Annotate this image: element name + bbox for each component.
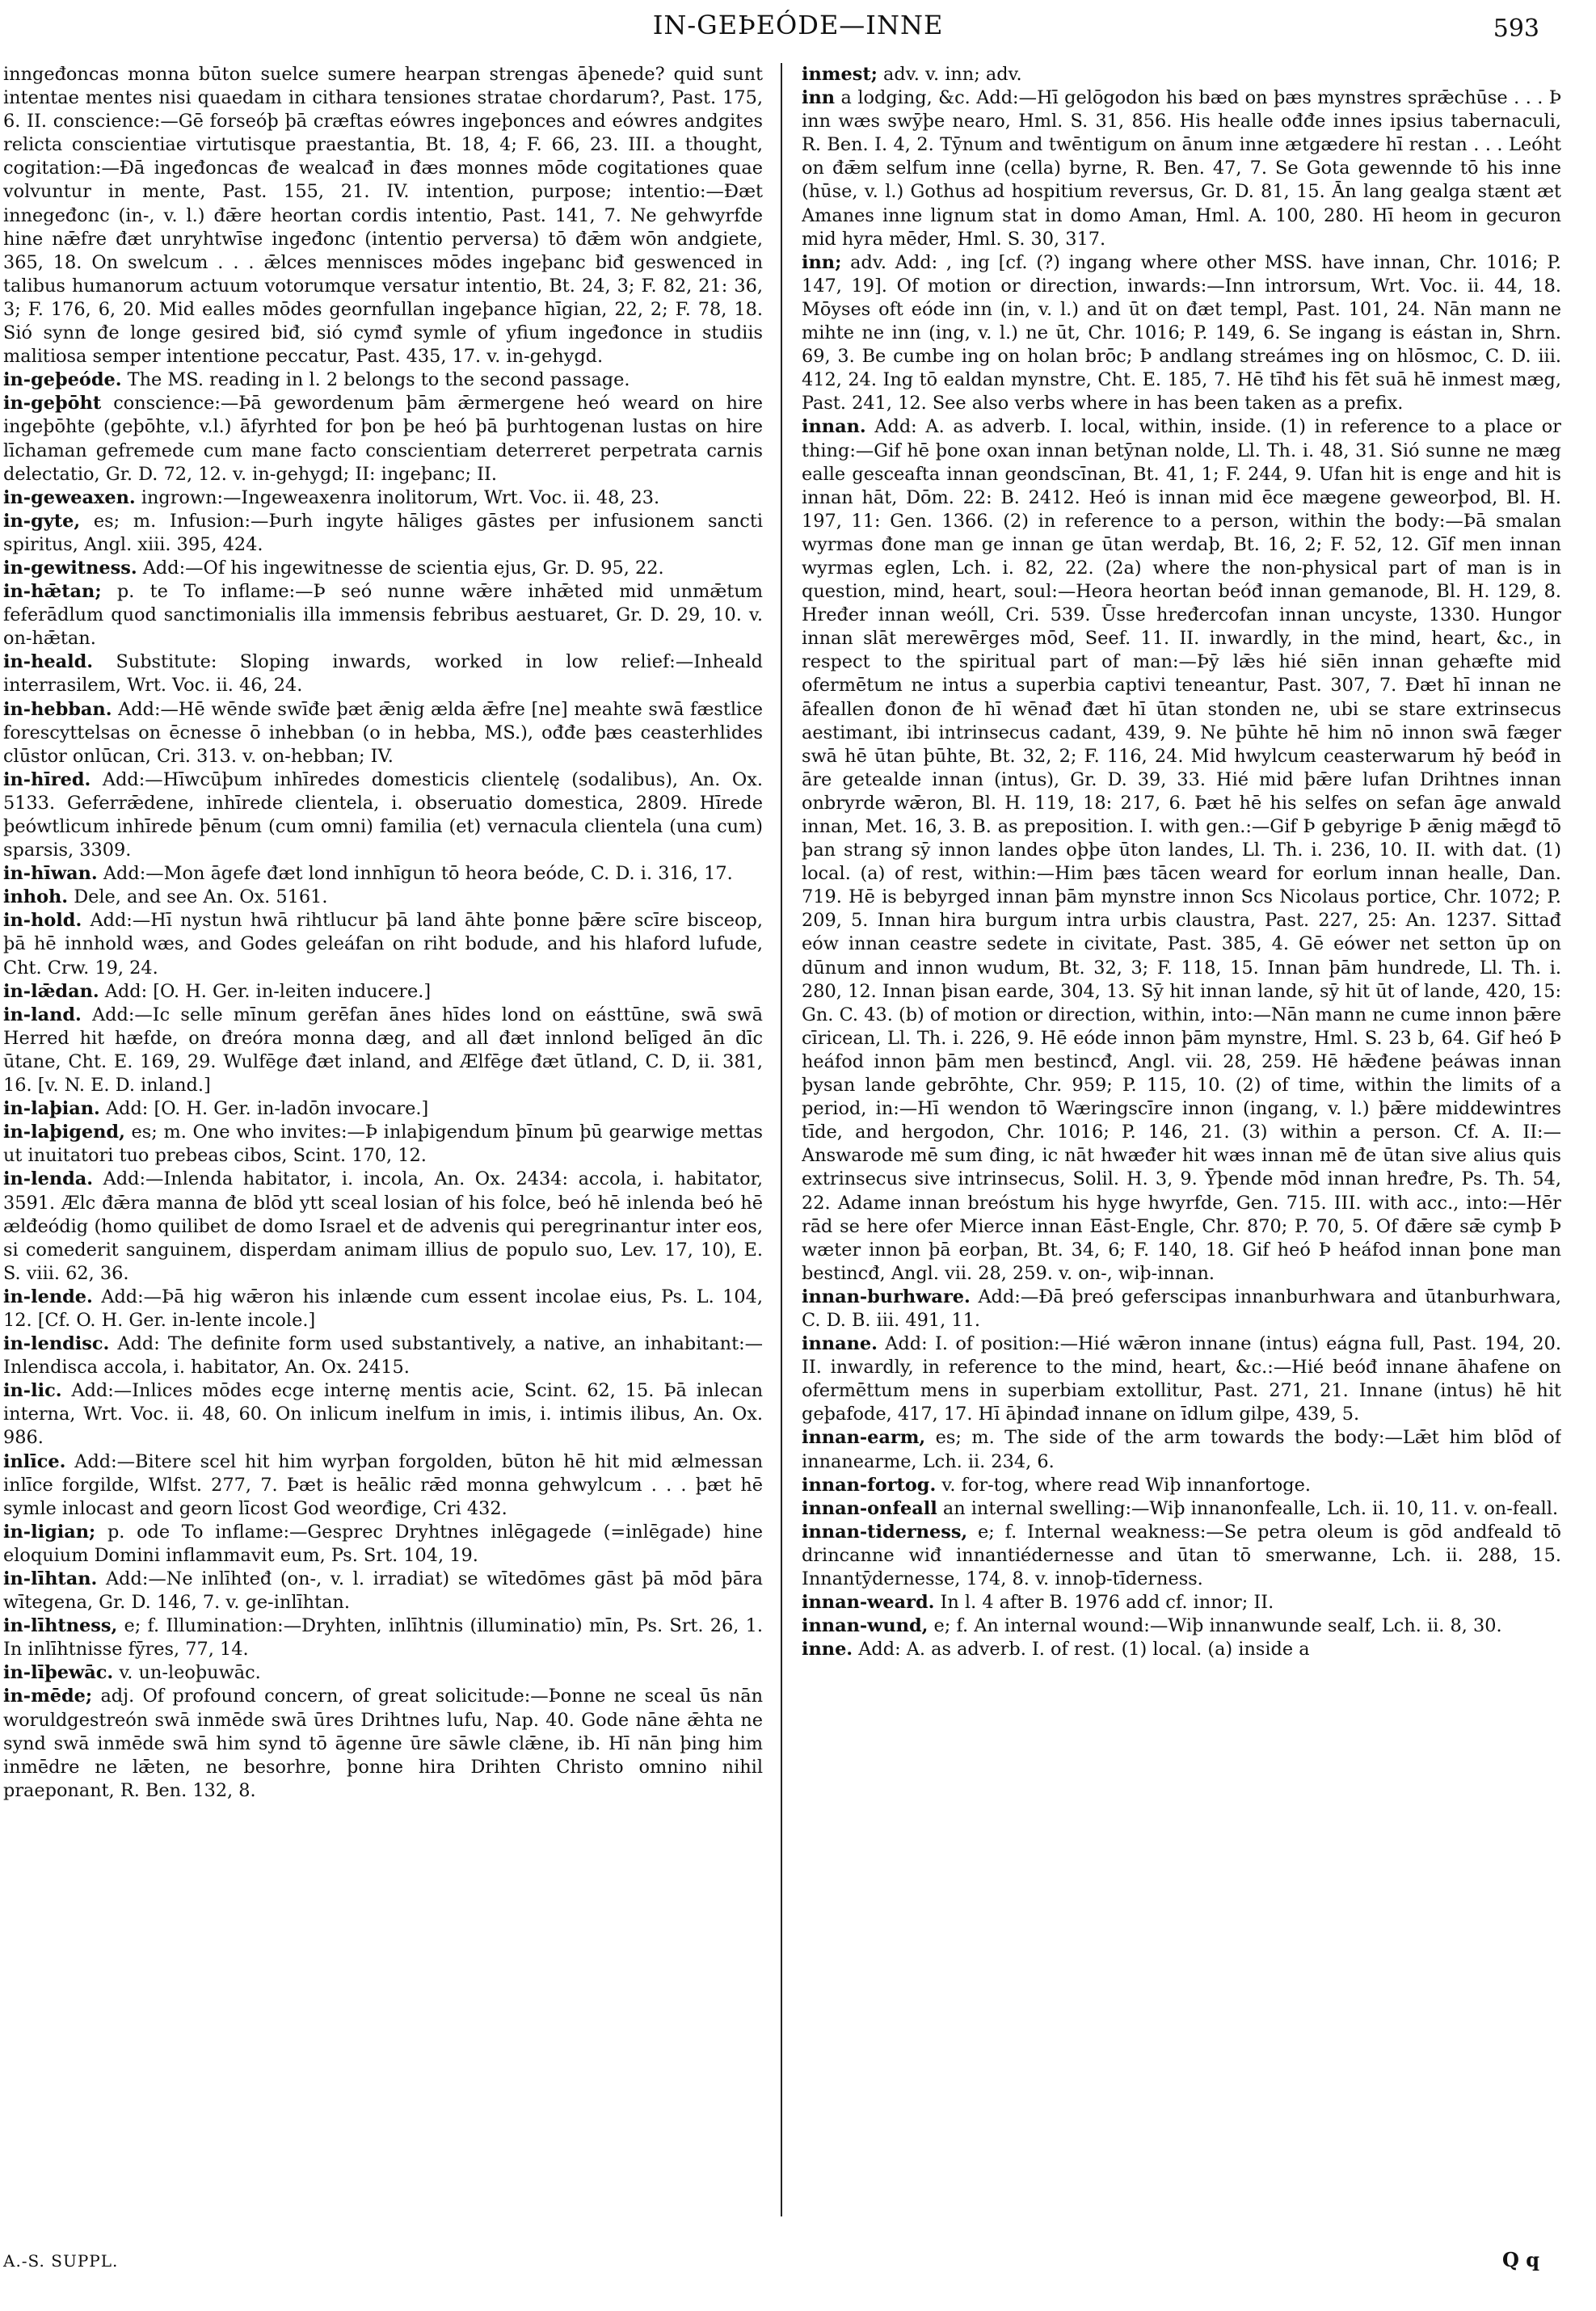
dictionary-entry: [3, 557, 763, 580]
entry-text: es; m. The side of the arm towards the body:—Lǣt him blōd of innanearme, Lch. ii. 234, 6.: [802, 1427, 1561, 1472]
dictionary-entry: [802, 63, 1561, 86]
dictionary-entry: [3, 650, 763, 697]
dictionary-entry: [3, 1097, 763, 1121]
dictionary-entry: [802, 1497, 1561, 1521]
entry-headword: inn;: [802, 251, 842, 273]
entry-headword: innan-weard.: [802, 1592, 935, 1614]
entry-headword: in-geweaxen.: [3, 486, 136, 508]
entry-text: Add:—Hīwcūþum inhīredes domesticis clientelę (sodalibus), An. Ox. 5133. Geferrǣdene, inhīrede clientela, i. obseruatio domestica, 2809. Hīrede þeówtlicum inhīrede þēnum (cum omni) familia (et) vernacula clientela (una cum) sparsis, 3309.: [3, 768, 763, 861]
dictionary-entry: [3, 1121, 763, 1168]
entry-headword: inne.: [802, 1639, 853, 1661]
dictionary-entry: [802, 1426, 1561, 1473]
entry-headword: in-lǣdan.: [3, 980, 99, 1002]
entry-text: Add:—Bitere scel hit him wyrþan forgolden, būton hē hit mid ælmessan inlīce forgilde, Wlfst. 277, 7. Þæt is heālic rǣd monna gehwylcum . . . þæt hē symle inlocast and georn līcost God weorđige, Cri 432.: [3, 1450, 763, 1519]
entry-text: es; m. Infusion:—Þurh ingyte hāliges gāstes per infusionem sancti spiritus, Angl. xiii. 395, 424.: [3, 510, 763, 555]
entry-headword: in-geþeóde.: [3, 369, 122, 391]
entry-headword: in-lenda.: [3, 1168, 94, 1190]
entry-headword: innane.: [802, 1333, 878, 1355]
dictionary-entry: [3, 909, 763, 979]
entry-text: v. for-tog, where read Wiþ innanfortoge.: [936, 1474, 1311, 1496]
entry-text: Add:—Mon āgefe đæt lond innhīgun tō heora beóde, C. D. i. 316, 17.: [97, 863, 733, 885]
entry-headword: in-laþigend,: [3, 1122, 125, 1143]
dictionary-entry: [3, 1568, 763, 1614]
dictionary-entry: [3, 1004, 763, 1097]
left-column: [3, 63, 763, 2216]
entry-headword: innan-burhware.: [802, 1286, 971, 1307]
dictionary-entry: [802, 251, 1561, 416]
entry-text: ingrown:—Ingeweaxenra inolitorum, Wrt. Voc. ii. 48, 23.: [135, 486, 660, 508]
entry-text: Add:—Þā hig wǣron his inlænde cum essent incolae eius, Ps. L. 104, 12. [Cf. O. H. Ger. in-lente incole.]: [3, 1286, 763, 1331]
entry-headword: in-hold.: [3, 910, 82, 932]
entry-text: p. ode To inflame:—Gesprec Dryhtnes inlēgagede (=inlēgade) hine eloquium Domini inflammavit eum, Ps. Srt. 104, 19.: [3, 1521, 763, 1566]
entry-headword: innan-earm,: [802, 1427, 926, 1449]
running-title: IN-GEÞEÓDE—INNE: [652, 10, 944, 40]
dictionary-entry: [802, 1638, 1561, 1661]
dictionary-entry: [3, 510, 763, 557]
entry-headword: in-gyte,: [3, 510, 81, 532]
dictionary-entry: [3, 698, 763, 768]
dictionary-entry: [3, 1450, 763, 1521]
dictionary-entry: [802, 1591, 1561, 1614]
entry-text: Add:—Inlices mōdes ecge internę mentis acie, Scint. 62, 15. Þā inlecan interna, Wrt. Voc. ii. 48, 60. On inlicum inelfum in imis, i. intimis ilibus, An. Ox. 986.: [3, 1380, 763, 1449]
entry-headword: innan-wund,: [802, 1615, 929, 1637]
entry-text: Add: [O. H. Ger. in-ladōn invocare.]: [99, 1098, 429, 1120]
entry-text: Add: [O. H. Ger. in-leiten inducere.]: [99, 980, 432, 1002]
dictionary-entry: [802, 1521, 1561, 1591]
entry-headword: in-lic.: [3, 1380, 62, 1402]
entry-text: Add:—Hē wēnde swīđe þæt ǣnig ælda ǣfre [ne] meahte swā fæstlice forescyttelsas on ēcnesse ō inhebban (o in hebba, MS.), ođđe þæs ceasterhlides clūstor onlūcan, Cri. 313. v. on-hebban; IV.: [3, 698, 763, 767]
entry-text: Add:—Of his ingewitnesse de scientia ejus, Gr. D. 95, 22.: [137, 557, 664, 579]
dictionary-entry: [3, 980, 763, 1004]
entry-text: a lodging, &c. Add:—Hī gelōgodon his bæd on þæs mynstres sprǣchūse . . . Þ inn wæs swȳþe nearo, Hml. S. 31, 856. His healle ođđe innes ipsius tabernaculi, R. Ben. I. 4, 2. Tȳnum and twēntigum on ānum inne ætgædere hī restan . . . Leóht on đǣm selfum inne (cella) byrne, R. Ben. 47, 7. Se Gota gewennde tō his inne (hūse, v. l.) Gothus ad hospitium reversus, Gr. D. 81, 15. Ān lang gealga stænt æt Amanes inne lignum stat in domo Aman, Hml. A. 100, 280. Hī heom in gecuron mid hyra mēder, Hml. S. 30, 317.: [802, 87, 1561, 250]
dictionary-entry: [3, 1521, 763, 1568]
entry-text: Add:—Đā þreó geferscipas innanburhwara and ūtanburhwara, C. D. B. iii. 491, 11.: [802, 1286, 1561, 1331]
dictionary-entry: [802, 1332, 1561, 1426]
entry-text: an internal swelling:—Wiþ innanonfealle, Lch. ii. 10, 11. v. on-feall.: [937, 1497, 1559, 1519]
dictionary-entry: [3, 1685, 763, 1802]
dictionary-entry: [802, 86, 1561, 251]
entry-text: Add: I. of position:—Hié wǣron innane (intus) eágna full, Past. 194, 20. II. inwardly, in reference to the mind, heart, &c.:—Hié beóđ innane āhafene on ofermēttum mens in superbiam extollitur, Past. 271, 21. Innane (intus) hē hit geþafode, 417, 17. Hī āþindađ innane on īdlum gilpe, 439, 5.: [802, 1333, 1561, 1425]
right-column: [802, 63, 1561, 2216]
entry-text: Add: A. as adverb. I. local, within, inside. (1) in reference to a place or thing:—Gif hē þone oxan innan betȳnan nolde, Ll. Th. i. 48, 31. Sió sunne ne mæg ealle gesceafta innan geondscīnan, Bt. 41, 1; F. 244, 9. Ufan hit is enge and hit is innan hāt, Dōm. 22: B. 2412. Heó is innan mid ēce mægene geweorþod, Bl. H. 197, 11: Gen. 1366. (2) in reference to a person, within the body:—Þā smalan wyrmas đone man ge innan ge ūtan werdaþ, Bt. 16, 2; F. 52, 12. Gīf men innan wyrmas eglen, Lch. i. 82, 22. (2a) where the non-physical part of man is in question, mind, heart, soul:—Heora heortan beóđ innan gemanode, Bl. H. 129, 8. Hređer innan weóll, Cri. 539. Ūsse hređercofan innan uncyste, 1330. Hungor innan slāt merewērges mōd, Seef. 11. II. inwardly, in the mind, heart, &c., in respect to the spiritual part of man:—Þȳ lǣs hié siēn innan gehæfte mid ofermētum ne intus a superbia captivi teneantur, Past. 307, 7. Đæt hī innan ne āfeallen đonon đe hī wēnađ đæt hī ūtan stonden ne, ubi se stare extrinsecus aestimant, ibi intrinsecus cadant, 439, 9. Ne þūhte hē him nō innon swā fæger swā hē ūtan þūhte, Bt. 32, 2; F. 116, 24. Mid hwylcum ceasterwarum hȳ beóđ in āre getealde innan (intus), Gr. D. 39, 33. Hié mid þǣre lufan Drihtnes innan onbryrde wǣron, Bl. H. 119, 18: 217, 6. Þæt hē his selfes on sefan āge anwald innan, Met. 16, 3. B. as preposition. I. with gen.:—Gif Þ gebyrige Þ ǣnig mǣgđ tō þan strang sȳ innon landes oþþe ūton landes, Ll. Th. i. 236, 10. II. with dat. (1) local. (a) of rest, within:—Him þæs tācen weard for eorlum innan healle, Dan. 719. Hē is bebyrged innan þām mynstre innon Scs Nicolaus portice, Chr. 1072; P. 209, 5. Innan hira burgum intra urbis claustra, Past. 227, 25: An. 1237. Sittađ eów innan ceastre sedete in civitate, Past. 385, 4. Gē eówer net setton ūp on dūnum and innon wudum, Bt. 32, 3; F. 118, 15. Innan þām hundrede, Ll. Th. i. 280, 12. Innan þisan earde, 304, 13. Sȳ hit innan lande, sȳ hit ūt of lande, 420, 15: Gn. C. 43. (b) of motion or direction, within, into:—Nān mann ne cume innon þǣre cīricean, Ll. Th. i. 226, 9. Hē eóde innon þām mynstre, Hml. S. 23 b, 64. Gif heó Þ heáfod innon þām men bestincđ, Angl. vii. 28, 259. Hē hǣđene þeáwas innan þysan lande gebrōhte, Chr. 959; P. 115, 10. (2) of time, within the limits of a period, in:—Hī wendon tō Wæringscīre innon (ingang, v. l.) þǣre middewintres tīde, and hergodon, Chr. 1016; P. 146, 21. (3) within a person. Cf. A. II:—Answarode mē sum đing, ic nāt hwæđer hit wæs innan mē đe ūtan sive alius quis extrinsecus sive intrinsecus, Solil. H. 3, 9. Ȳþende mōd innan hređre, Ps. Th. 54, 22. Adame innan breóstum his hyge hwyrfde, Gen. 715. III. with acc., into:—Hēr rād se here ofer Mierce innan Eāst-Engle, Chr. 870; P. 70, 5. Of đǣre sǣ cymþ Þ wæter innon þā eorþan, Bt. 34, 6; F. 140, 18. Gif heó Þ heáfod innan þone man bestincđ, Angl. vii. 28, 259. v. on-, wiþ-innan.: [802, 416, 1561, 1284]
dictionary-entry: [3, 486, 763, 510]
entry-headword: in-hīred.: [3, 768, 91, 790]
entry-headword: inmest;: [802, 64, 878, 85]
entry-headword: innan-fortog.: [802, 1474, 937, 1496]
dictionary-entry: [3, 1286, 763, 1332]
entry-text: Substitute: Sloping inwards, worked in low relief:—Inheald interrasilem, Wrt. Voc. ii. 46, 24.: [3, 651, 763, 697]
entry-text: e; f. An internal wound:—Wiþ innanwunde sealf, Lch. ii. 8, 30.: [928, 1615, 1502, 1637]
dictionary-entry: [802, 1614, 1561, 1638]
entry-headword: in-heald.: [3, 651, 94, 673]
dictionary-entry: [3, 368, 763, 392]
dictionary-entry: [802, 1286, 1561, 1332]
entry-text: Add: A. as adverb. I. of rest. (1) local. (a) inside a: [853, 1639, 1310, 1661]
column-divider: [781, 63, 782, 2216]
entry-text: e; f. Illumination:—Dryhten, inlīhtnis (illuminatio) mīn, Ps. Srt. 26, 1. In inlīhtnisse fȳres, 77, 14.: [3, 1615, 763, 1661]
entry-text: In l. 4 after B. 1976 add cf. innor; II.: [934, 1592, 1274, 1614]
entry-text: v. un-leoþuwāc.: [113, 1662, 261, 1684]
dictionary-entry: [3, 580, 763, 650]
entry-text: inngeđoncas monna būton suelce sumere hearpan strengas āþenede? quid sunt intentae mentes nisi quaedam in cithara tensiones stratae chordarum?, Past. 175, 6. II. conscience:—Gē forseóþ þā cræftas eówres ingeþonces and eówres andgites relicta conscientiae virtutisque praestantia, Bt. 18, 4; F. 66, 23. III. a thought, cogitation:—Đā ingeđoncas đe wealcađ in đæs monnes mōde cogitationes quae volvuntur in mente, Past. 155, 21. IV. intention, purpose; intentio:—Đæt innegeđonc (in-, v. l.) đǣre heortan cordis intentio, Past. 141, 7. Ne gehwyrfde hine nǣfre đæt unryhtwīse ingeđonc (intentio perversa) tō đǣm wōn andgiete, 365, 18. On swelcum . . . ǣlces mennisces mōdes ingeþanc biđ geswenced in talibus humanorum actuum votorumque versatur intentio, Bt. 24, 3; F. 82, 21: 36, 3; F. 176, 6, 20. Mid ealles mōdes geornfullan ingeþance hīgian, 22, 2; F. 78, 18. Sió synn đe longe gesired biđ, sió cymđ symle of yfium ingeđonce in studiis malitiosa semper intentione peccatur, Past. 435, 17. v. in-gehygd.: [3, 64, 763, 368]
dictionary-entry: [3, 63, 763, 368]
entry-headword: inlīce.: [3, 1450, 66, 1472]
entry-headword: innan-onfeall: [802, 1497, 937, 1519]
entry-headword: in-laþian.: [3, 1098, 100, 1120]
dictionary-entry: [3, 886, 763, 909]
entry-text: adv. v. inn; adv.: [877, 64, 1022, 85]
dictionary-entry: [3, 392, 763, 486]
entry-headword: in-hebban.: [3, 698, 112, 720]
entry-text: adv. Add: , ing [cf. (?) ingang where other MSS. have innan, Chr. 1016; P. 147, 19]. Of motion or direction, inwards:—Inn introrsum, Wrt. Voc. ii. 44, 18. Mōyses oft eóde inn (in, v. l.) and ūt on đæt templ, Past. 101, 24. Nān mann ne mihte ne inn (ing, v. l.) ne ūt, Chr. 1016; P. 149, 6. Se ingang is eástan in, Shrn. 69, 3. Be cumbe ing on holan brōc; Þ andlang streámes ing on hlōsmoc, C. D. iii. 412, 24. Ing tō ealdan mynstre, Cht. E. 185, 7. Hē tīhđ his fēt suā hē inmest mæg, Past. 241, 12. See also verbs where in has been taken as a prefix.: [802, 251, 1561, 415]
entry-text: conscience:—Þā gewordenum þām ǣrmergene heó weard on hire ingeþōhte (geþōhte, v.l.) āfyrhted for þon þe heó þā þurhtogenan lustas on hire līchaman gefremede cum mane facto conscientiam deterreret perpetrata carnis delectatio, Gr. D. 72, 12. v. in-gehygd; II: ingeþanc; II.: [3, 393, 763, 485]
entry-headword: in-hīwan.: [3, 863, 98, 885]
entry-text: adj. Of profound concern, of great solicitude:—Þonne ne sceal ūs nān woruldgestreón swā inmēde swā ūres Drihtnes lufu, Nap. 40. Gode nāne ǣhta ne synd swā inmēde swā him synd tō āgenne ūre sāwle clǣne, ib. Hī nān þing him inmēdre ne lǣten, ne besorhre, þonne hira Drihten Christo omnino nihil praeponant, R. Ben. 132, 8.: [3, 1686, 763, 1801]
entry-headword: inn: [802, 87, 836, 109]
dictionary-entry: [3, 768, 763, 862]
entry-headword: in-mēde;: [3, 1686, 93, 1707]
signature-mark: A.-S. SUPPL.: [3, 2251, 119, 2271]
entry-text: Add: The definite form used substantively, a native, an inhabitant:—Inlendisca accola, i. habitator, An. Ox. 2415.: [3, 1333, 763, 1379]
dictionary-entry: [3, 1614, 763, 1661]
entry-text: Add:—Ic selle mīnum gerēfan ānes hīdes lond on eásttūne, swā swā Herred hit hæfde, on đreóra monna dæg, and all đæt innlond belīged ān dīc ūtane, Cht. E. 169, 29. Wulfēge đæt inland, and Ælfēge đæt ūtland, C. D, ii. 381, 16. [v. N. E. D. inland.]: [3, 1004, 763, 1097]
entry-text: Add:—Ne inlīhteđ (on-, v. l. irradiat) se wītedōmes gāst þā mōd þāra wītegena, Gr. D. 146, 7. v. ge-inlīhtan.: [3, 1568, 763, 1614]
entry-headword: inhoh.: [3, 886, 69, 908]
entry-text: Add:—Hī nystun hwā rihtlucur þā land āhte þonne þǣre scīre bisceop, þā hē innhold wæs, and Godes geleáfan on riht bodude, and his hlaford lufude, Cht. Crw. 19, 24.: [3, 910, 763, 979]
entry-text: Add:—Inlenda habitator, i. incola, An. Ox. 2434: accola, i. habitator, 3591. Ælc đǣra manna đe blōd ytt sceal losian of his folce, beó hē inlenda beó hē ælđeódig (homo quilibet de domo Israel et de advenis qui peregrinantur inter eos, si comederit sanguinem, disperdam animam illius de populo suo, Lev. 17, 10), E. S. viii. 62, 36.: [3, 1168, 763, 1284]
entry-headword: in-geþōht: [3, 393, 102, 415]
dictionary-entry: [802, 415, 1561, 1285]
dictionary-entry: [3, 862, 763, 886]
gathering-mark: Q q: [1501, 2248, 1539, 2271]
entry-headword: in-lende.: [3, 1286, 93, 1307]
entry-headword: in-līhtness,: [3, 1615, 118, 1637]
entry-text: Dele, and see An. Ox. 5161.: [68, 886, 328, 908]
entry-headword: in-ligian;: [3, 1521, 96, 1543]
entry-headword: in-hǣtan;: [3, 581, 102, 603]
page-number: 593: [1493, 15, 1539, 43]
entry-text: es; m. One who invites:—Þ inlaþigendum þīnum þū gearwige mettas ut inuitatori tuo prebeas cibos, Scint. 170, 12.: [3, 1122, 763, 1167]
entry-headword: innan.: [802, 416, 866, 438]
dictionary-entry: [3, 1661, 763, 1685]
entry-headword: innan-tiderness,: [802, 1521, 968, 1543]
dictionary-entry: [3, 1379, 763, 1450]
page-header: [0, 5, 1596, 47]
dictionary-entry: [3, 1332, 763, 1379]
entry-text: The MS. reading in l. 2 belongs to the second passage.: [121, 369, 630, 391]
entry-headword: in-lendisc.: [3, 1333, 110, 1355]
entry-headword: in-land.: [3, 1004, 82, 1025]
entry-headword: in-gewitness.: [3, 557, 137, 579]
entry-text: e; f. Internal weakness:—Se petra oleum is gōd andfeald tō drincanne wiđ innantiédernesse and ūtan tō smerwanne, Lch. ii. 288, 15. Innantȳdernesse, 174, 8. v. innoþ-tīderness.: [802, 1521, 1561, 1589]
entry-headword: in-līhtan.: [3, 1568, 98, 1589]
dictionary-entry: [802, 1474, 1561, 1497]
entry-headword: in-līþewāc.: [3, 1662, 114, 1684]
entry-text: p. te To inflame:—Þ seó nunne wǣre inhǣted mid unmǣtum feferādlum quod sanctimonialis illa immensis febribus aestuaret, Gr. D. 29, 10. v. on-hǣtan.: [3, 581, 763, 650]
dictionary-entry: [3, 1168, 763, 1285]
